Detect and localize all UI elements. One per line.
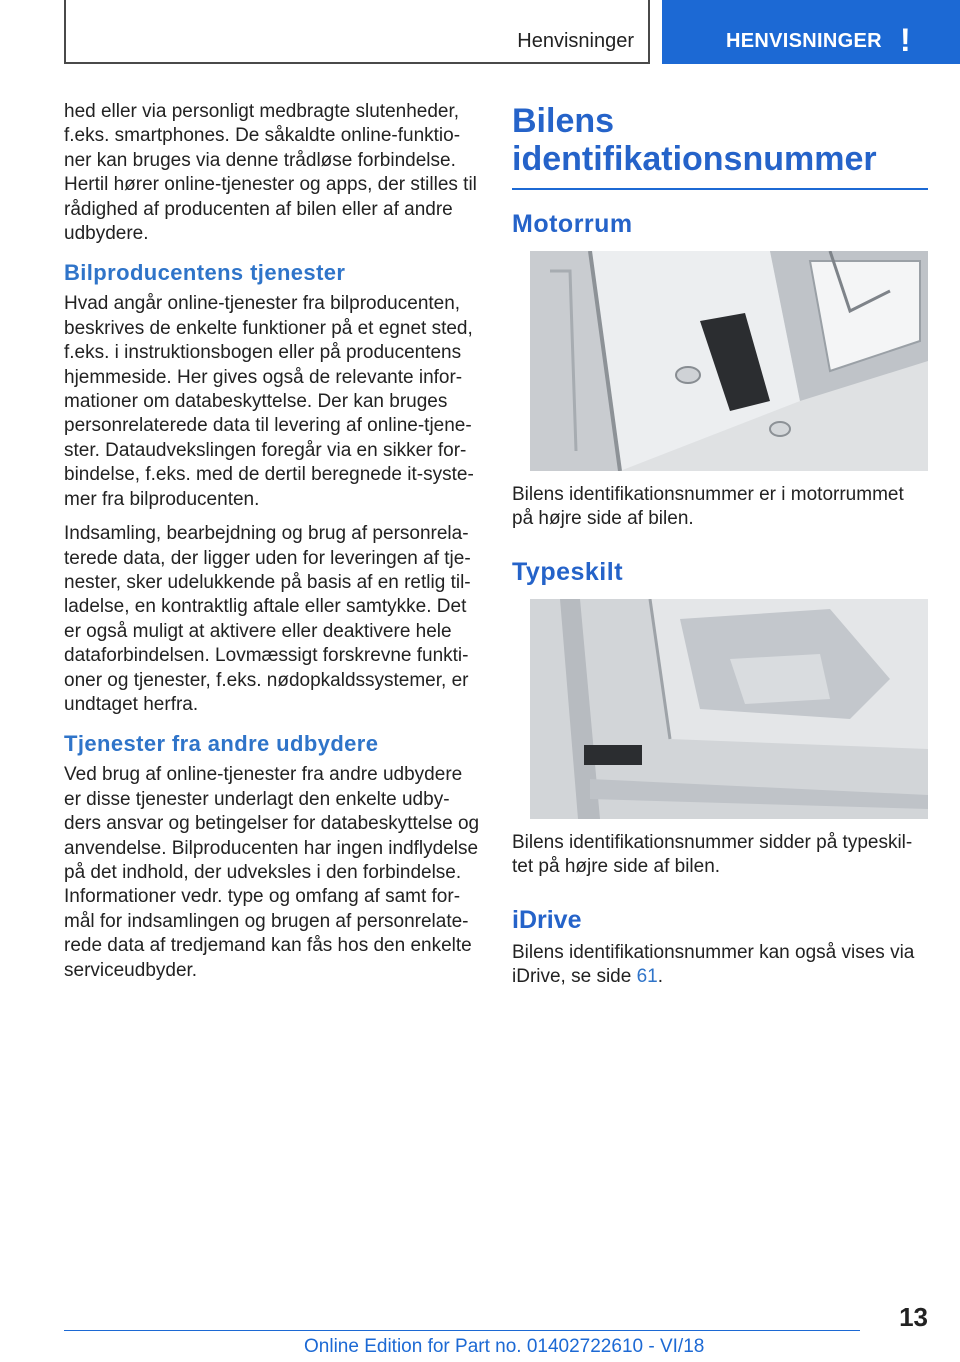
title-divider [512,188,928,190]
manufacturer-paragraph-2: Indsamling, bearbejdning og brug af personrela-terede data, der ligger uden for leveringen af tje-nester, sker udelukkende på basis af en retlig til-ladelse, en kontraktlig aftale eller samtykke. Det er også muligt at aktivere eller deaktivere hele dataforbindelsen. Lovmæssigt forskrevne funkti-oner og tjenester, f.eks. nødopkaldssystemer, er undtaget herfra. [64,523,471,715]
page-link[interactable]: 61 [636,966,658,988]
type-plate-image [530,599,928,819]
page-number: 13 [899,1302,928,1332]
manufacturer-paragraph-1: Hvad angår online-tjenester fra bilproducenten, beskrives de enkelte funktioner på et egnet sted, f.eks. i instruktionsbogen eller på producentens hjemmeside. Her gives også de relevante infor-mationer om databeskyttelse. Der kan bruges personrelaterede data til levering af online-tjene-ster. Dataudvekslingen foregår via en sikker for-bindelse, f.eks. med de dertil beregnede it-syste-mer fra bilproducenten. [64,293,474,510]
intro-paragraph: hed eller via personligt medbragte slutenheder, f.eks. smartphones. De såkaldte online-funktio-ner kan bruges via denne trådløse forbindelse. Hertil hører online-tjenester og apps, der stilles til rådighed af producenten af bilen eller af andre udbydere. [64,101,477,245]
header-frame [64,0,650,64]
idrive-period: . [657,966,664,988]
engine-bay-caption: Bilens identifikationsnummer er i motorrummet på højre side af bilen. [512,484,904,530]
engine-bay-image [530,251,928,471]
footer-divider [64,1330,860,1331]
idrive-text: Bilens identifikationsnummer kan også vises via iDrive, se side [512,941,915,988]
other-providers-paragraph: Ved brug af online-tjenester fra andre udbydere er disse tjenester underlagt den enkelte udby-ders ansvar og betingelser for databeskyttelse og anvendelse. Bilproducenten har ingen indflydelse på det indhold, der udveksles i den forbindelse. Informationer vedr. type og omfang af samt for-mål for indsamlingen og brugen af personrelate-rede data af tredjemand kan fås hos den enkelte serviceudbyder. [64,764,480,981]
heading-idrive: iDrive [512,905,582,934]
heading-manufacturer-services: Bilproducentens tjenester [64,260,346,286]
header-section-title: Henvisninger [517,30,634,52]
engine-bay-illustration [530,251,928,471]
header-chapter-tab[interactable] [662,0,960,64]
left-column [64,100,484,993]
right-column [512,102,928,999]
exclamation-icon: ! [900,22,911,58]
heading-other-providers: Tjenester fra andre udbydere [64,731,379,757]
heading-type-plate: Typeskilt [512,557,624,586]
footer-edition-text: Online Edition for Part no. 01402722610 - VI/18 [304,1336,705,1357]
type-plate-illustration [530,599,928,819]
idrive-paragraph [512,941,928,990]
type-plate-caption: Bilens identifikationsnummer sidder på typeskil-tet på højre side af bilen. [512,831,913,878]
header-chapter-label: HENVISNINGER [726,30,882,52]
heading-engine-bay: Motorrum [512,210,633,238]
section-title: Bilens identifikationsnummer [512,102,877,178]
